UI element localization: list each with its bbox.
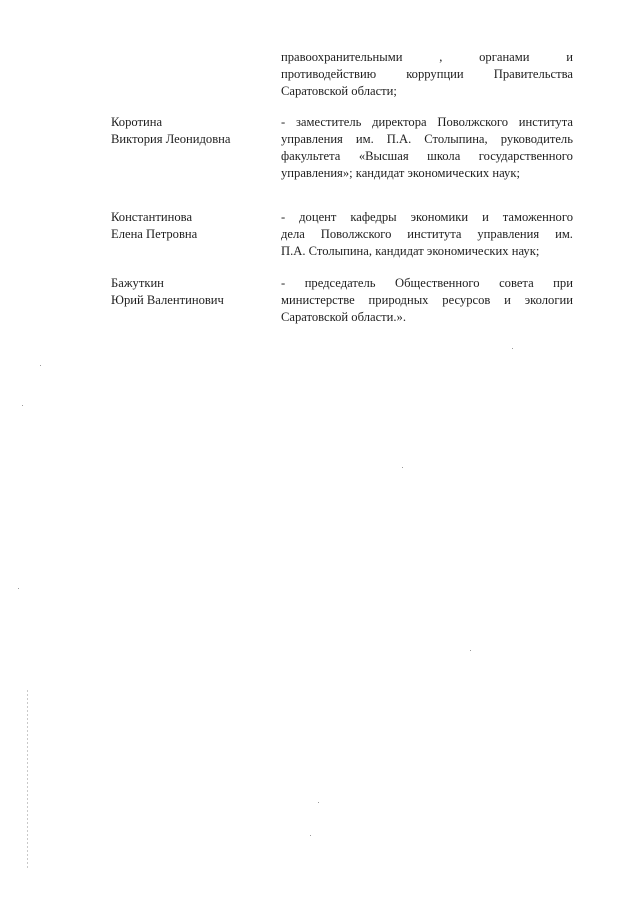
member-given-name: Юрий Валентинович [111,293,224,307]
scan-edge-artifact [27,690,28,870]
member-surname: Коротина [111,115,163,129]
scan-speck [512,348,513,349]
member-desc-bazhutkin: - председатель Общественного совета при министерстве природных ресурсов и экологии Саратовской области.». [281,276,573,324]
scan-speck [18,588,19,589]
scan-speck [310,835,311,836]
scan-speck [470,650,471,651]
member-given-name: Елена Петровна [111,227,198,241]
member-name-korotina [111,114,271,148]
member-desc-konstantinova: - доцент кафедры экономики и таможенного дела Поволжского института управления им. П.А. Столыпина, кандидат экономических наук; [281,210,573,258]
scan-speck [22,405,23,406]
top-fragment-line-3: Саратовской области; [281,84,397,98]
member-surname: Бажуткин [111,276,164,290]
scan-speck [40,365,41,366]
top-fragment [281,49,573,100]
member-desc-korotina: - заместитель директора Поволжского института управления им. П.А. Столыпина, руководитель факультета «Высшая школа государственного управления»; кандидат экономических наук; [281,115,573,180]
member-surname: Константинова [111,210,193,224]
top-fragment-line-2: противодействию коррупции Правительства [281,67,573,81]
scan-speck [318,802,319,803]
member-name-bazhutkin [111,275,271,309]
top-fragment-line-1: правоохранительными , органами и [281,50,573,64]
member-given-name: Виктория Леонидовна [111,132,231,146]
scan-speck [402,467,403,468]
member-name-konstantinova [111,209,271,243]
